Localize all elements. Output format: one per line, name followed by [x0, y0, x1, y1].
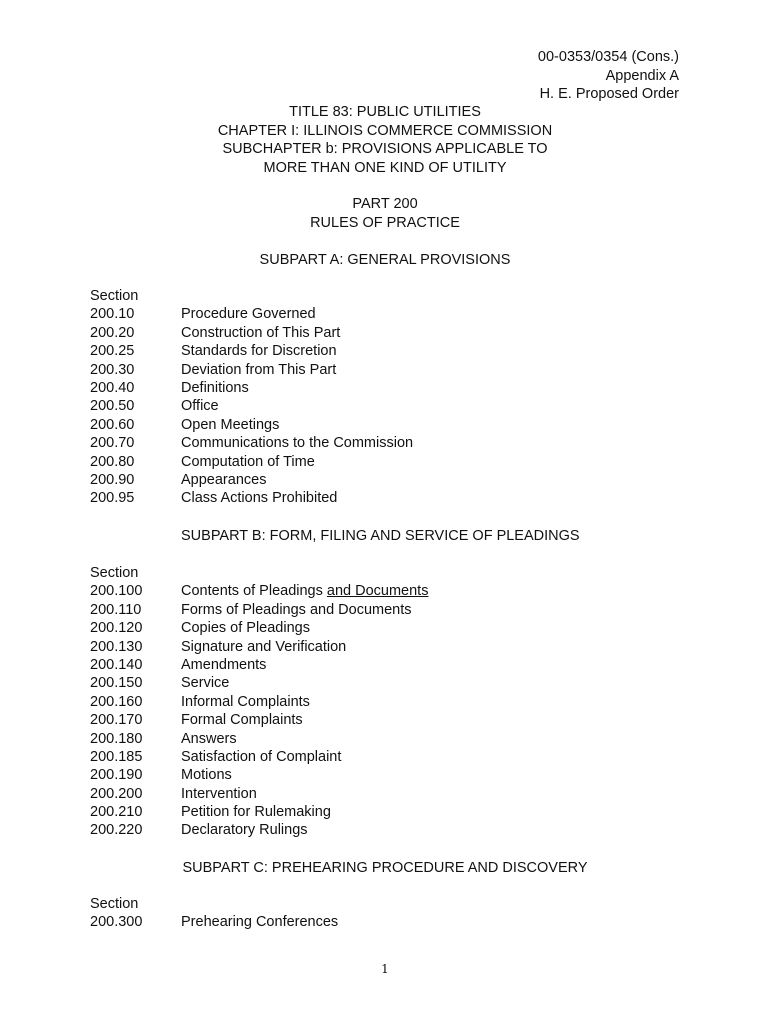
section-title: Class Actions Prohibited	[181, 490, 338, 507]
subpart-a-heading: SUBPART A: GENERAL PROVISIONS	[259, 252, 511, 268]
section-title: Communications to the Commission	[181, 435, 414, 452]
subpart-c-heading: SUBPART C: PREHEARING PROCEDURE AND DISCOVERY	[182, 860, 588, 876]
subpart-b-heading: SUBPART B: FORM, FILING AND SERVICE OF PLEADINGS	[181, 528, 580, 544]
appendix-label: Appendix A	[605, 67, 679, 84]
section-title: Amendments	[181, 656, 267, 673]
section-number: 200.20	[90, 324, 135, 341]
section-title: Office	[181, 398, 219, 415]
section-number: 200.80	[90, 453, 135, 470]
section-number: 200.170	[90, 712, 143, 729]
section-number: 200.220	[90, 822, 143, 839]
section-title-amended: and Documents	[326, 583, 429, 600]
section-title: Formal Complaints	[181, 712, 303, 729]
section-title: Satisfaction of Complaint	[181, 748, 342, 765]
section-number: 200.120	[90, 620, 143, 637]
part-title-line: RULES OF PRACTICE	[310, 214, 460, 231]
section-title: Motions	[181, 767, 232, 784]
section-number: 200.200	[90, 785, 143, 802]
section-number: 200.185	[90, 748, 143, 765]
section-number: 200.150	[90, 675, 143, 692]
docket-number: 00-0353/0354 (Cons.)	[537, 49, 679, 65]
section-number: 200.50	[90, 398, 135, 415]
section-title: Intervention	[181, 785, 257, 802]
section-title: Declaratory Rulings	[181, 822, 308, 839]
section-number: 200.60	[90, 416, 135, 433]
section-title	[181, 582, 428, 600]
section-title: Signature and Verification	[181, 638, 347, 655]
section-number: 200.25	[90, 343, 135, 360]
section-title: Copies of Pleadings	[181, 620, 310, 637]
page-number: 1	[381, 962, 389, 976]
docket-header	[538, 48, 679, 104]
section-label: Section	[90, 288, 139, 304]
chapter-line: CHAPTER I: ILLINOIS COMMERCE COMMISSION	[217, 122, 553, 139]
section-title: Forms of Pleadings and Documents	[181, 601, 412, 618]
section-label: Section	[90, 565, 139, 581]
section-title: Computation of Time	[181, 453, 315, 470]
section-title: Standards for Discretion	[181, 343, 337, 360]
section-number: 200.40	[90, 379, 135, 396]
section-title: Open Meetings	[181, 416, 280, 433]
section-number: 200.90	[90, 471, 135, 488]
part-line: PART 200	[352, 196, 418, 212]
section-title-plain: Contents of Pleadings	[181, 583, 327, 600]
section-number: 200.95	[90, 490, 135, 507]
section-title: Deviation from This Part	[181, 361, 337, 378]
title-block	[0, 103, 770, 177]
section-title: Informal Complaints	[181, 693, 310, 710]
section-number: 200.30	[90, 361, 135, 378]
section-number: 200.180	[90, 730, 143, 747]
subchapter-line-1: SUBCHAPTER b: PROVISIONS APPLICABLE TO	[222, 141, 548, 157]
section-number: 200.100	[90, 583, 143, 600]
section-title: Appearances	[181, 471, 267, 488]
section-number: 200.110	[90, 601, 142, 618]
section-number: 200.130	[90, 638, 143, 655]
section-label: Section	[90, 896, 139, 912]
section-number: 200.140	[90, 656, 143, 673]
section-title: Service	[181, 675, 230, 692]
order-label: H. E. Proposed Order	[539, 86, 679, 102]
section-title: Answers	[181, 730, 237, 747]
section-title: Construction of This Part	[181, 324, 341, 341]
section-number: 200.70	[90, 435, 135, 452]
subchapter-line-2: MORE THAN ONE KIND OF UTILITY	[263, 159, 507, 176]
section-number: 200.210	[90, 804, 143, 821]
section-title: Definitions	[181, 379, 249, 396]
section-title: Petition for Rulemaking	[181, 804, 331, 821]
section-number: 200.160	[90, 693, 143, 710]
title-line: TITLE 83: PUBLIC UTILITIES	[289, 104, 481, 120]
section-title: Procedure Governed	[181, 306, 316, 323]
section-number: 200.300	[90, 914, 143, 931]
section-number: 200.190	[90, 767, 143, 784]
part-block	[0, 195, 770, 232]
section-title: Prehearing Conferences	[181, 914, 339, 931]
section-number: 200.10	[90, 306, 135, 323]
